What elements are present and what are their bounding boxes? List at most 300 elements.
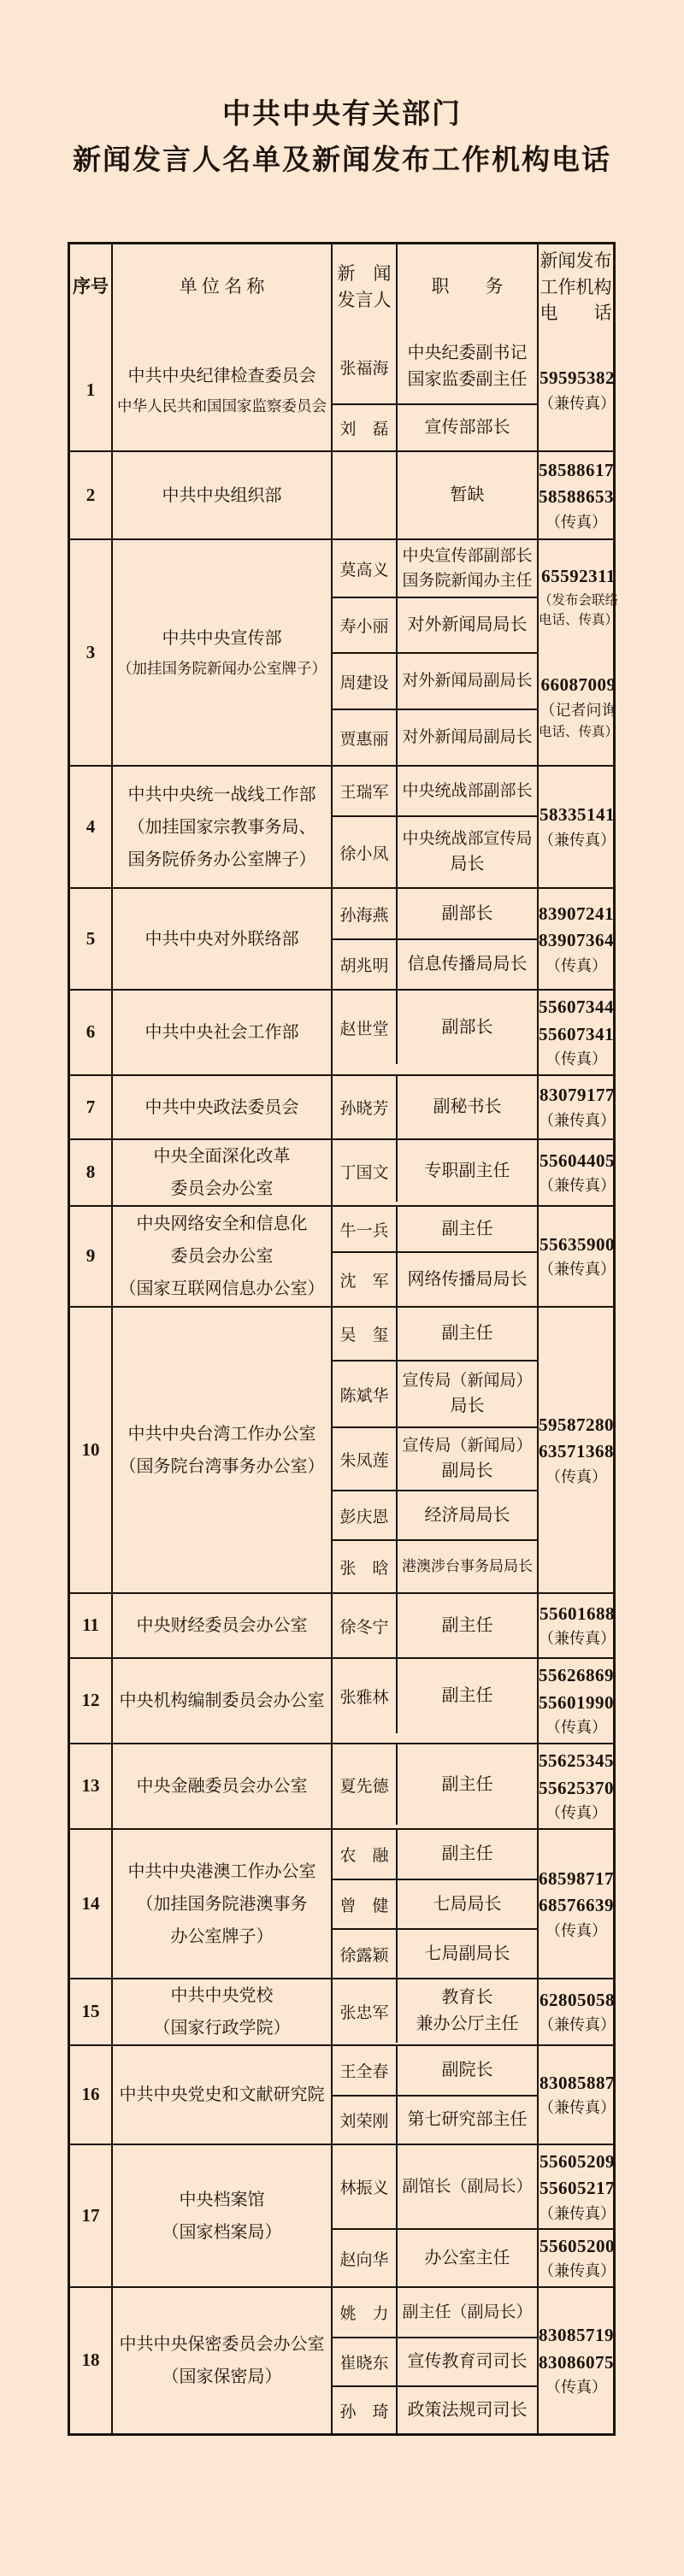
unit-name <box>113 991 333 1074</box>
position-line: 暂缺 <box>450 485 485 504</box>
position-line: 宣传局（新闻局） <box>402 1436 533 1455</box>
persons-column <box>333 991 539 1074</box>
phone-number: 55607344 <box>539 997 614 1017</box>
position-line: 副主任 <box>441 1686 493 1705</box>
row-number: 15 <box>70 1979 113 2044</box>
unit-name-line: （国家行政学院） <box>153 2019 291 2038</box>
unit-name-line: 中央档案馆 <box>179 2190 265 2209</box>
person-band <box>333 2145 616 2228</box>
row-number: 7 <box>70 1076 113 1138</box>
header-no: 序号 <box>70 244 113 330</box>
position-line: 兼办公厅主任 <box>416 2014 519 2033</box>
position <box>398 452 537 538</box>
unit-name-line: （加挂国家宗教事务局、 <box>127 817 316 837</box>
person-band <box>333 991 537 1064</box>
spokesperson-name: 刘荣刚 <box>333 2097 398 2144</box>
row-number: 6 <box>70 991 113 1074</box>
unit-name-line: 中央金融委员会办公室 <box>136 1777 308 1796</box>
phone-block <box>539 2322 614 2399</box>
spokesperson-name: 张 晗 <box>333 1541 398 1592</box>
document-title-line1: 中共中央有关部门 <box>222 99 462 130</box>
person-band <box>333 2228 616 2286</box>
person-band <box>333 1979 537 2043</box>
row-number: 10 <box>70 1308 113 1592</box>
person-band <box>333 1594 537 1657</box>
unit-name <box>113 1659 333 1743</box>
row-right-section <box>333 1076 616 1138</box>
table-row <box>70 1657 613 1743</box>
row-number: 2 <box>70 452 113 538</box>
spokesperson-name: 林振义 <box>333 2145 398 2228</box>
phone-cell <box>539 2046 616 2144</box>
spokesperson-name: 张福海 <box>333 330 398 403</box>
phone-block <box>539 994 614 1071</box>
position <box>398 1880 537 1928</box>
persons-column <box>333 1076 539 1138</box>
phone-block <box>539 2070 616 2120</box>
spokesperson-name: 崔晓东 <box>333 2338 398 2385</box>
position <box>398 2288 537 2337</box>
position <box>398 1362 537 1426</box>
phone-number: 68576639 <box>539 1895 614 1915</box>
phone-number: 55607341 <box>539 1023 614 1044</box>
phone-number: 58588653 <box>539 486 614 507</box>
phone-note: 电话、传真） <box>539 612 619 627</box>
phone-block <box>539 563 618 630</box>
spokesperson-table <box>68 242 619 2436</box>
position-line: 办公室主任 <box>424 2248 510 2267</box>
row-number: 8 <box>70 1140 113 1205</box>
phone-number: 83907364 <box>539 930 614 950</box>
position-line: 局长 <box>450 1397 485 1416</box>
person-band <box>333 1928 537 1978</box>
persons-column <box>333 1979 539 2044</box>
row-number: 5 <box>70 889 113 989</box>
phone-number: 63571368 <box>539 1441 614 1461</box>
unit-name-line: 中共中央社会工作部 <box>144 1023 299 1042</box>
phone-note: （兼传真） <box>539 394 616 412</box>
document-title-line2: 新闻发言人名单及新闻发布工作机构电话 <box>73 145 611 176</box>
unit-name-line: 办公室牌子） <box>170 1926 274 1946</box>
phone-note: （兼传真） <box>539 2016 616 2034</box>
spokesperson-name: 沈 军 <box>333 1253 398 1306</box>
phone-number: 62805058 <box>540 1989 615 2010</box>
persons-column <box>333 540 539 765</box>
position-line: 网络传播局局长 <box>407 1269 528 1289</box>
phone-number: 55605209 <box>540 2150 615 2172</box>
unit-name-line: 中共中央台湾工作办公室 <box>127 1424 316 1444</box>
position <box>398 1541 537 1592</box>
unit-name-line: 委员会办公室 <box>170 1247 274 1266</box>
persons-column <box>333 330 539 450</box>
position <box>398 767 537 815</box>
phone-number: 55605200 <box>540 2235 615 2256</box>
phone-cell <box>539 2288 614 2433</box>
person-band <box>333 1360 537 1426</box>
phone-cell <box>539 889 614 989</box>
phone-number: 55601990 <box>539 1691 614 1713</box>
phone-note: （传真） <box>545 1467 607 1485</box>
row-number: 4 <box>70 767 113 887</box>
phone-note: （传真） <box>545 2379 607 2396</box>
unit-name-line: 国务院侨务办公室牌子） <box>127 850 316 869</box>
phone-cell <box>539 991 614 1074</box>
unit-name <box>113 2288 333 2433</box>
phone-number: 55604405 <box>540 1150 615 1171</box>
spokesperson-name: 王瑞军 <box>333 767 398 815</box>
phone-number: 55625370 <box>539 1777 614 1798</box>
position <box>398 1979 537 2043</box>
unit-name-line: 中共中央对外联络部 <box>144 929 299 949</box>
phone-note: （兼传真） <box>539 2262 616 2280</box>
spokesperson-name: 张忠军 <box>333 1979 398 2043</box>
unit-name-line: 中共中央纪律检查委员会 <box>127 366 316 385</box>
person-band <box>333 1879 537 1928</box>
phone-note: （兼传真） <box>539 1177 616 1195</box>
header-phone: 新闻发布 工作机构 电 话 <box>540 250 612 324</box>
position-line: 副部长 <box>441 903 493 923</box>
phone-block <box>539 2149 616 2226</box>
row-right-section <box>333 991 613 1074</box>
position-line: 局长 <box>450 855 485 874</box>
unit-name-line: 中共中央宣传部 <box>162 628 282 648</box>
position <box>398 1076 537 1138</box>
position-line: 国务院新闻办主任 <box>402 572 533 590</box>
person-band <box>333 1308 537 1360</box>
phone-number: 55605217 <box>540 2178 615 2198</box>
position <box>398 1659 537 1733</box>
position-line: 宣传教育司司长 <box>407 2352 528 2371</box>
unit-name-line: （加挂国务院港澳事务 <box>136 1894 308 1914</box>
table-row <box>70 330 616 450</box>
unit-name-line: 中共中央政法委员会 <box>144 1097 299 1117</box>
row-right-section <box>333 452 613 538</box>
phone-number: 55635900 <box>540 1233 615 1255</box>
phone-note: （传真） <box>545 956 607 974</box>
row-number: 18 <box>70 2288 113 2433</box>
phone-block <box>539 1987 616 2038</box>
position <box>398 2046 537 2095</box>
row-number: 1 <box>70 330 113 450</box>
person-band <box>333 1659 537 1733</box>
phone-block <box>539 1748 614 1825</box>
spokesperson-name: 曾 健 <box>333 1880 398 1928</box>
spokesperson-name: 胡兆明 <box>333 940 398 989</box>
position <box>398 598 537 652</box>
person-band <box>333 2337 537 2385</box>
phone-cell <box>539 1744 614 1828</box>
phone-block <box>539 1601 616 1651</box>
unit-name <box>113 1207 333 1306</box>
phone-cell <box>539 1308 614 1592</box>
unit-name-line: （国家互联网信息办公室） <box>119 1279 325 1298</box>
unit-name <box>113 2145 333 2286</box>
persons-column <box>333 2046 539 2144</box>
unit-name-line: 中央网络安全和信息化 <box>136 1214 308 1233</box>
position-line: 对外新闻局副局长 <box>402 728 533 747</box>
row-right-section <box>333 1207 616 1306</box>
unit-name-line: 委员会办公室 <box>170 1179 274 1198</box>
position-line: 教育长 <box>441 1988 493 2007</box>
position <box>398 2145 539 2228</box>
phone-cell <box>539 1076 616 1138</box>
phone-number: 55625345 <box>539 1750 614 1771</box>
position <box>398 540 537 597</box>
spokesperson-name: 寿小丽 <box>333 598 398 652</box>
position <box>398 654 537 709</box>
row-right-section <box>333 330 616 450</box>
position <box>398 1428 537 1490</box>
phone-number: 83085887 <box>540 2072 615 2093</box>
person-band <box>333 1539 537 1592</box>
phone-block <box>539 1662 614 1739</box>
spokesperson-name: 朱凤莲 <box>333 1428 398 1490</box>
persons-column <box>333 1594 539 1657</box>
unit-name-line: （国家保密局） <box>162 2367 282 2386</box>
unit-name <box>113 1744 333 1828</box>
row-number: 3 <box>70 540 113 765</box>
table-row <box>70 2286 613 2433</box>
position-line: 中央宣传部副部长 <box>402 546 533 565</box>
person-band <box>333 597 537 652</box>
spokesperson-name: 农 融 <box>333 1830 398 1879</box>
person-band <box>333 330 537 403</box>
phone-cell <box>539 1830 614 1978</box>
spokesperson-name: 孙 琦 <box>333 2387 398 2433</box>
row-right-section <box>333 2145 616 2286</box>
position-line: 副主任（副局长） <box>402 2303 533 2321</box>
phone-number: 58588617 <box>539 459 614 480</box>
phone-number: 83086075 <box>539 2351 614 2373</box>
unit-name <box>113 452 333 538</box>
position-line: 宣传局（新闻局） <box>402 1371 533 1390</box>
position <box>398 2097 537 2144</box>
phone-number: 83085719 <box>539 2325 614 2345</box>
position <box>398 2387 537 2433</box>
table-row <box>70 1828 613 1978</box>
position-line: 副局长 <box>441 1461 493 1481</box>
table-row <box>70 765 616 887</box>
phone-note: （兼传真） <box>539 831 616 849</box>
spokesperson-name: 徐露颖 <box>333 1930 398 1978</box>
phone-number: 55601688 <box>540 1603 615 1624</box>
position <box>398 1830 537 1879</box>
phone-cell <box>539 767 616 887</box>
position-line: 副馆长（副局长） <box>402 2177 533 2196</box>
unit-name-line: 中央机构编制委员会办公室 <box>119 1691 325 1710</box>
table-row <box>70 538 619 765</box>
position-line: 中央统战部宣传局 <box>402 829 533 848</box>
phone-number: 66087009 <box>540 674 616 696</box>
spokesperson-name: 张雅林 <box>333 1659 398 1733</box>
spokesperson-name: 夏先德 <box>333 1744 398 1825</box>
spokesperson-name: 彭庆恩 <box>333 1491 398 1539</box>
unit-name <box>113 1308 333 1592</box>
phone-number: 55626869 <box>539 1665 614 1685</box>
phone-cell <box>539 330 616 450</box>
persons-column <box>333 2288 539 2433</box>
position-line: 七局副局长 <box>424 1944 510 1963</box>
unit-name-line: （国务院台湾事务办公室） <box>119 1456 325 1476</box>
table-row <box>70 2044 616 2144</box>
phone-block <box>539 457 614 534</box>
position-line: 副主任 <box>441 1844 493 1863</box>
position <box>398 1744 537 1825</box>
position-line: 副主任 <box>441 1324 493 1343</box>
phone-block <box>539 1412 614 1489</box>
spokesperson-name: 孙晓芳 <box>333 1076 398 1138</box>
position-line: 副部长 <box>441 1017 493 1037</box>
phone-number: 83079177 <box>540 1085 615 1106</box>
spokesperson-name: 赵向华 <box>333 2230 398 2286</box>
unit-name <box>113 540 333 765</box>
spokesperson-name: 刘 磊 <box>333 405 398 450</box>
unit-name-line: （国家档案局） <box>162 2222 282 2242</box>
phone-block <box>539 802 616 852</box>
row-number: 11 <box>70 1594 113 1657</box>
position-line: 国家监委副主任 <box>407 370 528 389</box>
position <box>398 330 537 403</box>
unit-name <box>113 889 333 989</box>
spokesperson-name: 周建设 <box>333 654 398 709</box>
unit-name-line: 中央财经委员会办公室 <box>136 1616 308 1635</box>
phone-block <box>539 672 618 742</box>
position-line: 副主任 <box>441 1219 493 1238</box>
phone-block <box>539 1148 616 1198</box>
phone-cell <box>539 1659 614 1743</box>
row-number: 13 <box>70 1744 113 1828</box>
persons-column <box>333 1659 539 1743</box>
persons-column <box>333 1744 539 1828</box>
phone-number: 59587280 <box>539 1414 614 1435</box>
phone-cell <box>539 1979 616 2044</box>
phone-block <box>539 1866 614 1943</box>
phone-note: （兼传真） <box>539 1261 616 1279</box>
table-header-row <box>70 244 613 330</box>
position <box>398 991 537 1064</box>
phone-note: （兼传真） <box>539 1630 616 1648</box>
phone-block <box>539 365 616 415</box>
phone-cell <box>539 1594 616 1657</box>
spokesperson-name <box>333 452 398 538</box>
position <box>398 1930 537 1978</box>
phone-number: 65592311 <box>541 566 616 587</box>
person-band <box>333 1426 537 1490</box>
phone-note: （传真） <box>545 513 607 531</box>
phone-note: （传真） <box>545 1921 607 1939</box>
position <box>398 1308 537 1360</box>
persons-column <box>333 452 539 538</box>
person-band <box>333 540 537 597</box>
position-line: 经济局局长 <box>424 1505 510 1525</box>
position-line: 中央纪委副书记 <box>407 344 528 362</box>
phone-note: （兼传真） <box>539 1111 616 1129</box>
spokesperson-name: 王全春 <box>333 2046 398 2095</box>
spokesperson-name: 吴 玺 <box>333 1308 398 1360</box>
unit-name-line: 中共中央组织部 <box>162 485 282 505</box>
table-row <box>70 450 613 538</box>
spokesperson-name: 徐冬宁 <box>333 1594 398 1657</box>
phone-number: 59595382 <box>540 368 615 389</box>
unit-name-line: 中共中央港澳工作办公室 <box>127 1861 316 1881</box>
position <box>398 817 537 887</box>
row-right-section <box>333 889 613 989</box>
position-line: 对外新闻局局长 <box>407 615 528 634</box>
unit-name <box>113 1979 333 2044</box>
unit-name <box>113 767 333 887</box>
row-number: 17 <box>70 2145 113 2286</box>
phone-note: （记者问询 <box>540 701 617 719</box>
phone-cell <box>539 452 614 538</box>
row-right-section <box>333 1830 613 1978</box>
row-right-section <box>333 1744 613 1828</box>
header-spokesperson: 新 闻 发言人 <box>333 244 398 330</box>
unit-name-line: 中共中央保密委员会办公室 <box>119 2335 325 2354</box>
position-line: 副主任 <box>441 1774 493 1794</box>
row-right-section <box>333 1140 616 1205</box>
table-row <box>70 1743 613 1828</box>
spokesperson-name: 陈斌华 <box>333 1362 398 1426</box>
phone-cell <box>539 540 618 765</box>
person-band <box>333 767 537 815</box>
persons-column <box>333 767 539 887</box>
phone-number: 68598717 <box>539 1867 614 1889</box>
phone-number: 83907241 <box>539 903 614 924</box>
phone-note: （兼传真） <box>539 2204 616 2222</box>
person-band <box>333 1076 537 1138</box>
phone-block <box>539 1232 616 1282</box>
unit-name-line: 中央全面深化改革 <box>153 1147 291 1166</box>
unit-name-line: （加挂国务院新闻办公室牌子） <box>117 659 327 677</box>
unit-name <box>113 1830 333 1978</box>
position-line: 对外新闻局副局长 <box>402 672 533 691</box>
unit-name <box>113 1076 333 1138</box>
position <box>398 710 537 765</box>
table-row <box>70 1592 616 1657</box>
position-line: 中央统战部副部长 <box>402 781 533 800</box>
phone-note: 电话、传真） <box>539 724 619 739</box>
header-position: 职 务 <box>431 276 504 297</box>
person-band <box>333 403 537 450</box>
position-line: 港澳涉台事务局局长 <box>402 1557 533 1574</box>
spokesperson-name: 丁国文 <box>333 1140 398 1202</box>
spokesperson-name: 孙海燕 <box>333 889 398 938</box>
position-line: 宣传部部长 <box>424 418 510 437</box>
row-right-section <box>333 2288 613 2433</box>
position <box>398 889 537 938</box>
phone-note: （传真） <box>545 1719 607 1736</box>
unit-name-line: 中共中央党史和文献研究院 <box>119 2085 325 2104</box>
table-row <box>70 887 613 989</box>
person-band <box>333 2095 537 2144</box>
position-line: 信息传播局局长 <box>407 955 528 973</box>
row-number: 14 <box>70 1830 113 1978</box>
position <box>398 1253 537 1306</box>
persons-column <box>333 1140 539 1205</box>
row-right-section <box>333 1659 613 1743</box>
row-right-section <box>333 1594 616 1657</box>
spokesperson-name: 姚 力 <box>333 2288 398 2337</box>
position-line: 专职副主任 <box>424 1161 510 1180</box>
position <box>398 2230 539 2286</box>
phone-note: （传真） <box>545 1050 607 1067</box>
position-line: 第七研究部主任 <box>407 2110 528 2129</box>
table-row <box>70 2144 616 2286</box>
person-band <box>333 652 537 709</box>
unit-name-line: 中共中央统一战线工作部 <box>127 785 316 804</box>
phone-note: （发布会联络 <box>539 592 619 608</box>
position-line: 副院长 <box>441 2061 493 2079</box>
